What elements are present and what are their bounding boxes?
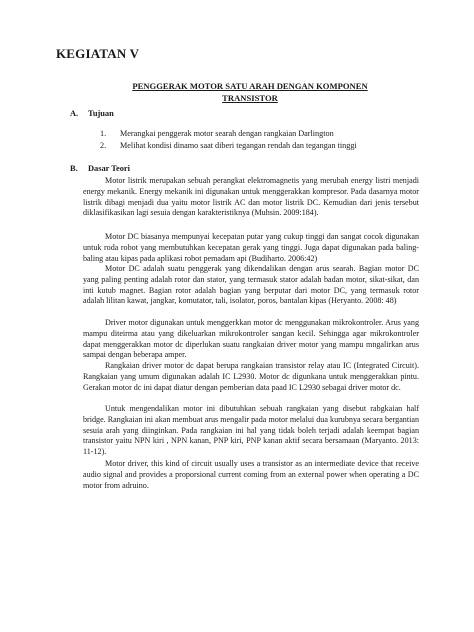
list-item <box>100 128 357 140</box>
document-title <box>40 80 460 104</box>
list-item-text: Melihat kondisi dinamo saat diberi tegangan rendah dan tegangan tinggi <box>120 140 357 150</box>
title-line-2: TRANSISTOR <box>222 93 278 103</box>
paragraph-motor-listrik: Motor listrik merupakan sebuah perangkat elektromagnetis yang merubah energy listri menjadi energy mekanik. Energy mekanik ini digunakan untuk menggerakkan kompresor. Pada dasarnya motor listrik dibagi menjadi dua yaitu motor listrik AC dan motor listrik DC. Kemudian dari jenis tersebut diklasifikasikan lagi sesuia dengan karakteristiknya (Muhsin. 2009:184). <box>83 176 419 218</box>
paragraph-motor-dc-parts: Motor DC adalah suatu penggerak yang dikendalikan dengan arus searah. Bagian motor DC yang paling penting adalah rotor dan stator, yang termasuk stator adalah badan motor, sikat-sikat, dan inti kutub magnet. Bagian rotor adalah bagian yang berputar dari motor DC, yang termasuk rotor adalah lilitan kawat, jangkar, komutator, tali, isolator, poros, bantalan kipas (Heryanto. 2008: 48) <box>83 264 419 306</box>
title-line-1: PENGGERAK MOTOR SATU ARAH DENGAN KOMPONEN <box>132 81 368 91</box>
paragraph-motor-driver-english: Motor driver, this kind of circuit usually uses a transistor as an intermediate device that receive audio signal and provides a proporsional current coming from an external power when operating a DC motor from adruino. <box>83 459 419 490</box>
list-item-text: Merangkai penggerak motor searah dengan rangkaian Darlington <box>120 129 334 138</box>
paragraph-driver-circuit: Rangkaian driver motor dc dapat berupa rangkaian transistor relay atau IC (Integrated Circuit). Rangkaian yang umum digunakan adalah IC L2930. Motor dc digunkana untuk menggerakkan pintu. Gerakan motor dc ini dapat diatur dengan pemberian data paad IC L2930 sebagai driver motor dc. <box>83 361 419 392</box>
paragraph-driver-motor: Driver motor digunakan untuk menggerkkan motor dc menggunakan mikrokontroler. Arus yang mampu diteirma atau yang dikeluarkan mikrokontroler sangan kecil. Sehingga agar mikrokontroler dapat menggerakkan motor dc diperlukan suatu rangkaian driver motor yang mampu mngalirkan arus sampai dengan beberapa amper. <box>83 318 419 360</box>
section-a-label: Tujuan <box>88 109 114 118</box>
list-item-number: 1. <box>100 129 107 138</box>
section-b-marker: B. <box>70 164 78 173</box>
section-a-heading <box>70 109 114 118</box>
activity-heading: KEGIATAN V <box>56 46 140 61</box>
list-item-number: 2. <box>100 140 107 150</box>
section-a-marker: A. <box>70 109 79 118</box>
list-item <box>100 140 357 152</box>
objectives-list <box>100 128 357 151</box>
paragraph-half-bridge: Untuk mengendalikan motor ini dibutuhkan sebuah rangkaian yang disebut rabgkaian half bridge. Rangkaian ini akan membuat arus mengalir pada motor melalui dua kurubnya secara bergantian sesuia arah yang diinginkan. Pada rangkaian ini hal yang tidak boleh terjadi adalah keempat bagian transistor yaitu NPN kiri , NPN kanan, PNP kiri, PNP kanan aktif secara bersamaan (Maryanto. 2013: 11-12). <box>83 404 419 457</box>
section-b-label: Dasar Teori <box>88 164 130 173</box>
paragraph-motor-dc-speed: Motor DC biasanya mempunyai kecepatan putar yang cukup tinggi dan sangat cocok digunakan untuk roda robot yang membutuhkan kecepatan gerak yang tinggi. Juga dapat digunakan pada baling-baling atau kipas pada aplikasi robot pemadam api (Budiharto. 2006:42) <box>83 232 419 263</box>
section-b-heading <box>70 164 130 173</box>
